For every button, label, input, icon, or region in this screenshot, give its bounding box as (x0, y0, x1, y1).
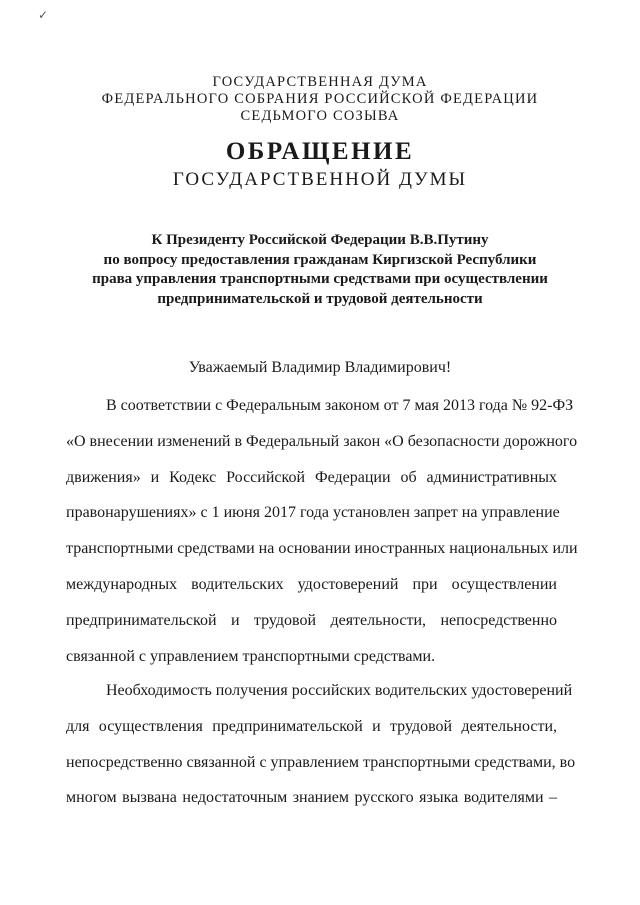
addressee-block (0, 231, 640, 309)
body-paragraph-2 (66, 673, 576, 816)
document-subtitle: ГОСУДАРСТВЕННОЙ ДУМЫ (172, 169, 468, 190)
salutation: Уважаемый Владимир Владимирович! (188, 359, 452, 376)
addressee-line: по вопросу предоставления гражданам Киргизской Республики (103, 251, 537, 268)
document-type-title: ОБРАЩЕНИЕ (225, 138, 415, 165)
addressee-line: права управления транспортными средствами при осуществлении (92, 271, 548, 287)
paragraph-line: транспортными средствами на основании иностранных национальных или (66, 540, 578, 558)
organization-header (0, 74, 640, 125)
org-line: ФЕДЕРАЛЬНОГО СОБРАНИЯ РОССИЙСКОЙ ФЕДЕРАЦИИ (101, 91, 539, 107)
paragraph-line: многом вызвана недостаточным знанием русского языка водителями – (66, 789, 557, 807)
paragraph-line: движения» и Кодекс Российской Федерации об административных (66, 468, 557, 486)
check-mark-icon: ✓ (38, 8, 49, 22)
body-paragraph-1 (66, 388, 578, 674)
paragraph-line: предпринимательской и трудовой деятельности, непосредственно (66, 611, 557, 629)
paragraph-line: Необходимость получения российских водительских удостоверений (106, 682, 573, 699)
paragraph-line: международных водительских удостоверений при осуществлении (66, 575, 557, 593)
addressee-line: предпринимательской и трудовой деятельности (157, 290, 483, 307)
org-line: ГОСУДАРСТВЕННАЯ ДУМА (212, 74, 428, 90)
paragraph-line: В соответствии с Федеральным законом от 7 мая 2013 года № 92-ФЗ (106, 397, 574, 414)
paragraph-line: «О внесении изменений в Федеральный закон «О безопасности дорожного (66, 432, 578, 450)
paragraph-line: для осуществления предпринимательской и трудовой деятельности, (66, 717, 557, 735)
paragraph-line: непосредственно связанной с управлением транспортными средствами, во (66, 753, 576, 771)
paragraph-line: связанной с управлением транспортными средствами. (66, 647, 436, 665)
org-line: СЕДЬМОГО СОЗЫВА (240, 108, 400, 124)
paragraph-line: правонарушениях» с 1 июня 2017 года установлен запрет на управление (66, 504, 560, 522)
addressee-line: К Президенту Российской Федерации В.В.Путину (151, 232, 489, 248)
